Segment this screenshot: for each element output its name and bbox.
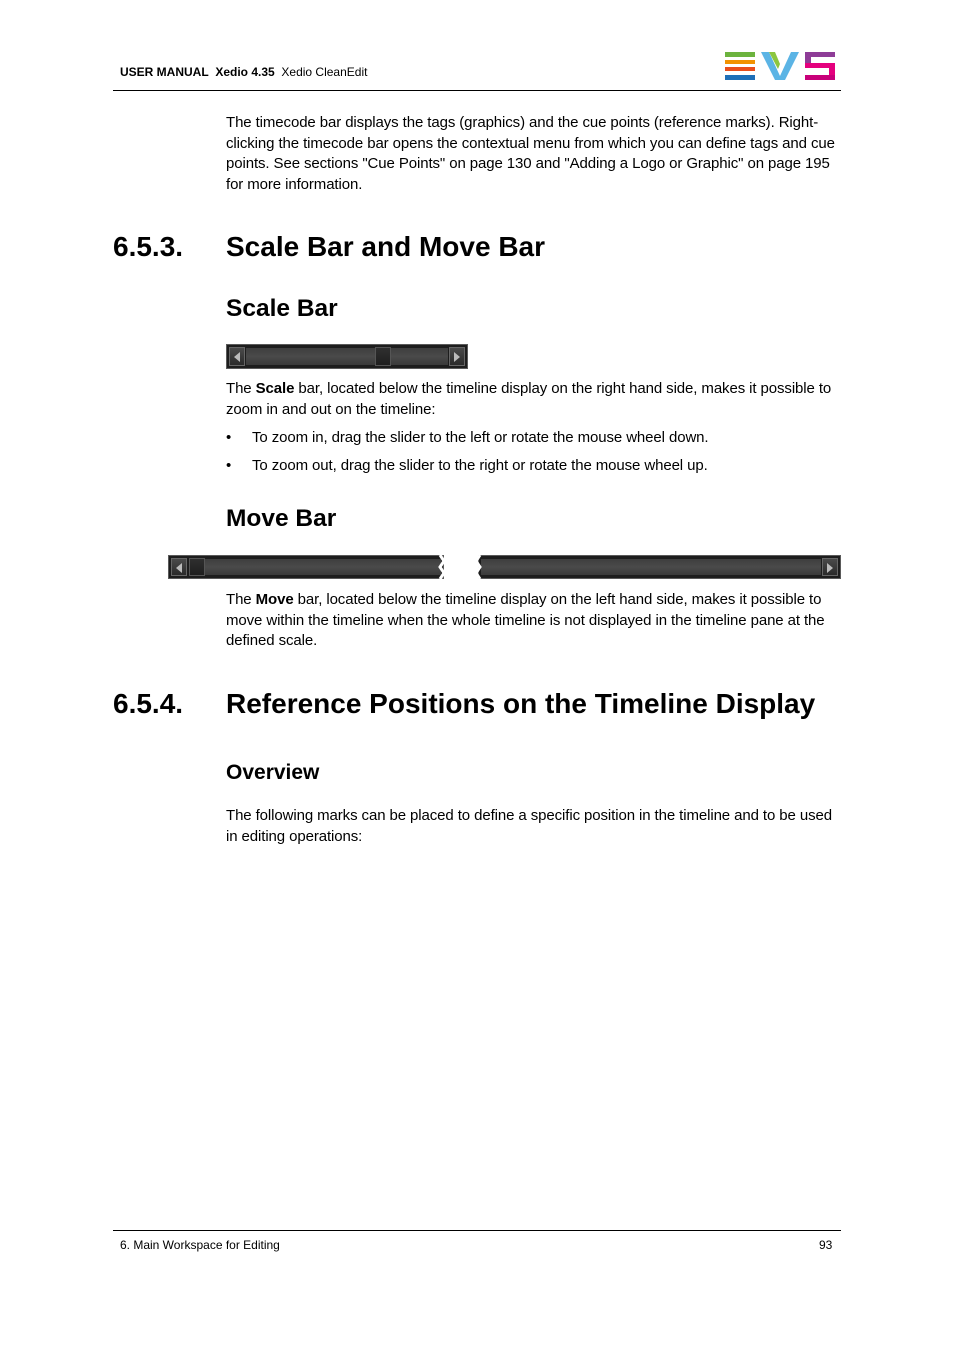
move-bar-description [226,590,842,652]
footer-page-number: 93 [819,1238,833,1252]
break-mark-left-icon [436,555,448,579]
move-track-left[interactable] [205,559,441,575]
move-slider-thumb[interactable] [189,558,205,576]
break-mark-right-icon [474,555,484,579]
header-doc-type: USER MANUAL [120,65,209,79]
footer-chapter: 6. Main Workspace for Editing [120,1238,280,1252]
scale-track[interactable] [246,348,448,365]
move-track-right[interactable] [481,559,821,575]
header-product: Xedio 4.35 [215,65,275,79]
move-text-bold: Move [255,591,294,608]
footer-rule [113,1230,841,1231]
scale-text-before: The [226,380,256,397]
header-module: Xedio CleanEdit [281,65,368,79]
running-header [120,65,367,79]
bullet-marker-1: • [226,429,232,446]
move-left-arrow-button[interactable] [171,558,187,576]
scale-bar-heading: Scale Bar [226,295,338,322]
section-number-653: 6.5.3. [113,231,184,262]
scale-bar-description [226,379,842,420]
scale-text-bold: Scale [255,380,295,397]
move-text-before: The [226,591,256,608]
section-number-654: 6.5.4. [113,688,184,719]
scale-left-arrow-button[interactable] [229,347,245,366]
overview-heading: Overview [226,761,320,784]
move-bar-left-segment[interactable] [168,555,444,579]
header-rule [113,90,841,91]
scale-text-after: bar, located below the timeline display on the right hand side, makes it possible to zoom in and out on the timeline: [226,380,832,418]
scale-slider-thumb[interactable] [375,347,391,366]
overview-paragraph: The following marks can be placed to define a specific position in the timeline and to be used in editing operations: [226,807,832,845]
evs-logo [725,52,835,82]
move-right-arrow-button[interactable] [822,558,838,576]
section-title-654: Reference Positions on the Timeline Display [226,688,816,719]
section-title-653: Scale Bar and Move Bar [226,231,546,262]
move-bar-heading: Move Bar [226,505,337,532]
intro-paragraph: The timecode bar displays the tags (graphics) and the cue points (reference marks). Right-clicking the timecode bar opens the contextual menu from which you can define tags and cue points. See sections "Cue Points" on page 130 and "Adding a Logo or Graphic" on page 195 for more information. [226,114,835,193]
bullet-zoom-in: To zoom in, drag the slider to the left or rotate the mouse wheel down. [252,429,709,446]
bullet-marker-2: • [226,457,232,474]
bullet-zoom-out: To zoom out, drag the slider to the right or rotate the mouse wheel up. [252,457,708,474]
scale-right-arrow-button[interactable] [449,347,465,366]
move-bar-right-segment[interactable] [478,555,841,579]
scale-bar-illustration[interactable] [226,344,468,369]
move-text-after: bar, located below the timeline display on the left hand side, makes it possible to move within the timeline when the whole timeline is not displayed in the timeline pane at the defined scale. [226,591,825,650]
